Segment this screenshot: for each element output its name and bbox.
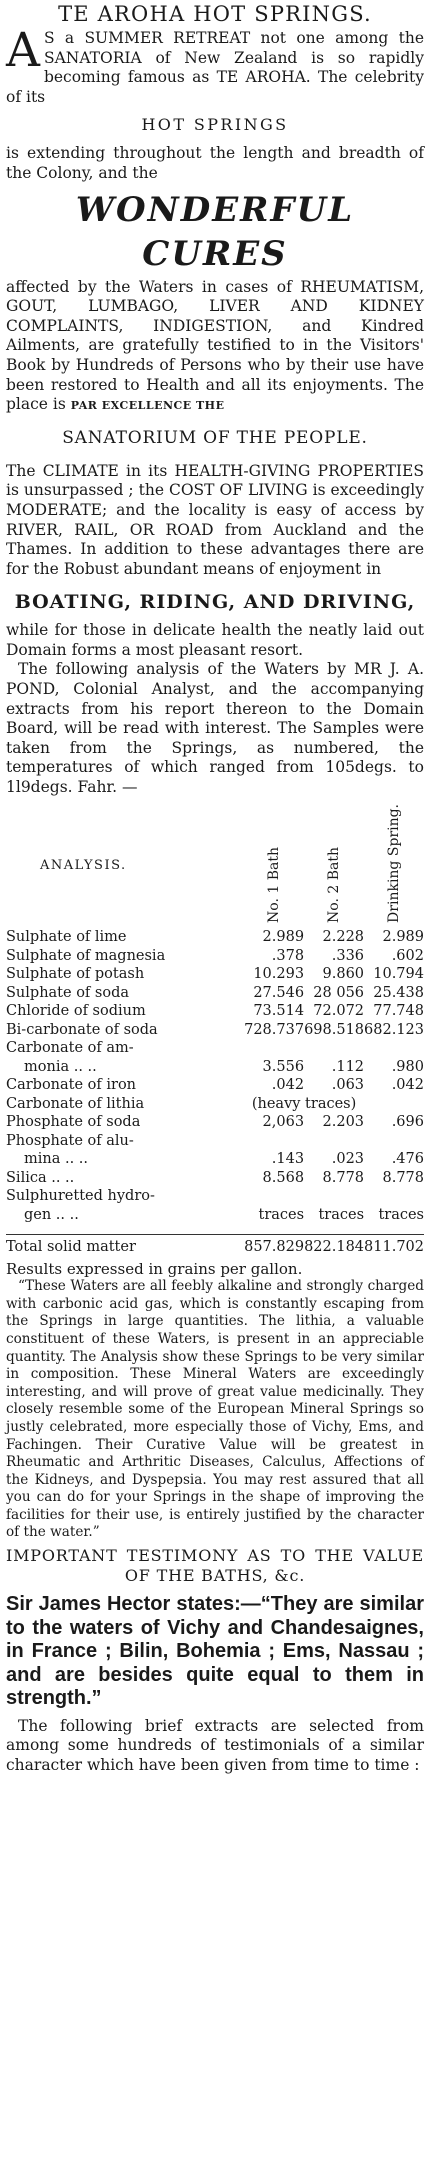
row-label: Sulphate of magnesia: [6, 947, 166, 964]
extracts-paragraph: The following brief extracts are selected from among some hundreds of testimonials of a similar character which have been given from time to time :: [6, 1716, 424, 1774]
cell-value: 698.518: [304, 1021, 365, 1038]
cell-value: .602: [391, 947, 424, 964]
newspaper-advertisement: [6, 0, 424, 1776]
cell-value: 72.072: [313, 1003, 365, 1020]
cell-value: .143: [271, 1151, 305, 1168]
total-row: [6, 1235, 424, 1257]
row-label: Carbonate of lithia: [6, 1095, 145, 1112]
cell-value: 728.737: [244, 1021, 305, 1038]
analysis-label: ANALYSIS.: [40, 858, 127, 874]
cell-value: 682.123: [364, 1021, 424, 1038]
cell-value: 8.778: [382, 1169, 424, 1186]
spacer-row: [6, 1224, 424, 1235]
cell-value: .063: [331, 1077, 365, 1094]
table-row: [6, 984, 424, 1003]
table-row: [6, 1132, 424, 1151]
intro-paragraph: [6, 23, 424, 107]
table-row: [6, 1150, 424, 1169]
cell-value: 2.989: [262, 929, 305, 946]
climate-paragraph: The CLIMATE in its HEALTH-GIVING PROPERTIES is unsurpassed ; the COST OF LIVING is exceedingly MODERATE; and the locality is easy of access by RIVER, RAIL, OR ROAD from Auckland and the Thames. In addition to these advantages there are for the Robust abundant means of enjoyment in: [6, 461, 424, 578]
column-header-no2: No. 2 Bath: [325, 846, 342, 923]
table-row: [6, 1187, 424, 1206]
cell-value: [364, 1132, 424, 1151]
table-row: [6, 1021, 424, 1040]
cell-value: [364, 1095, 424, 1114]
row-label: mina .. ..: [24, 1151, 89, 1168]
cell-value: 28 056: [313, 984, 365, 1001]
wonderful-cures-heading: WONDERFUL CURES: [75, 189, 355, 274]
cell-value: .378: [271, 947, 305, 964]
cell-value: traces: [318, 1206, 365, 1223]
table-row: [6, 947, 424, 966]
cell-value: .336: [331, 947, 365, 964]
table-row: [6, 1039, 424, 1058]
row-label: monia .. ..: [24, 1058, 97, 1075]
cell-value: 73.514: [253, 1003, 305, 1020]
drop-cap: A: [6, 23, 40, 78]
table-row: [6, 1169, 424, 1188]
cell-value: .112: [331, 1058, 365, 1075]
cell-value: .023: [331, 1151, 365, 1168]
cell-value: traces: [258, 1206, 305, 1223]
table-row: [6, 1002, 424, 1021]
row-label: Phosphate of soda: [6, 1114, 141, 1131]
row-label: Sulphate of soda: [6, 984, 129, 1001]
cell-value: 8.568: [262, 1169, 305, 1186]
intro-text: S a SUMMER RETREAT not one among the SANATORIA of New Zealand is so rapidly becoming famous as TE AROHA. The celebrity of its: [6, 29, 424, 106]
table-row: [6, 1076, 424, 1095]
total-label: Total solid matter: [6, 1235, 244, 1257]
cell-value: 3.556: [262, 1058, 305, 1075]
cell-value: 25.438: [373, 984, 424, 1001]
table-row: [6, 928, 424, 947]
cell-value: .980: [391, 1058, 424, 1075]
report-quote: “These Waters are all feebly alkaline and strongly charged with carbonic acid gas, which is constantly escaping from the Springs in large quantities. The lithia, a valuable constituent of these Waters, is present in an appreciable quantity. The Analysis show these Springs to be very similar in composition. These Mineral Waters are exceedingly interesting, and will prove of great value medicinally. They closely resemble some of the European Mineral Springs so justly celebrated, more especially those of Vichy, Ems, and Fachingen. Their Curative Value will be greatest in Rheumatic and Arthritic Diseases, Calculus, Affections of the Kidneys, and Dyspepsia. You may rest assured that all you can do for your Springs in the shape of improving the facilities for their use, is entirely justified by the character of the water.”: [6, 1278, 424, 1541]
total-value: 811.702: [364, 1235, 424, 1257]
boating-heading: BOATING, RIDING, AND DRIVING,: [14, 591, 416, 614]
cell-value: 8.778: [322, 1169, 365, 1186]
cell-value: [304, 1187, 364, 1206]
cell-value: 10.293: [253, 966, 305, 983]
cell-value: 27.546: [253, 984, 305, 1001]
grains-note: Results expressed in grains per gallon.: [6, 1259, 303, 1278]
sanatorium-heading: SANATORIUM OF THE PEOPLE.: [62, 427, 368, 448]
table-row: [6, 1113, 424, 1132]
cell-value: [244, 1132, 304, 1151]
row-label: Silica .. ..: [6, 1169, 75, 1186]
row-label: Sulphuretted hydro-: [6, 1188, 155, 1205]
row-span-note: (heavy traces): [251, 1095, 357, 1112]
table-row: [6, 1206, 424, 1225]
cell-value: 2.228: [322, 929, 365, 946]
par-excellence-text: PAR EXCELLENCE THE: [70, 399, 225, 413]
cell-value: [244, 1039, 304, 1058]
row-label: gen .. ..: [24, 1206, 79, 1223]
cell-value: 77.748: [373, 1003, 424, 1020]
table-row: [6, 965, 424, 984]
cell-value: [304, 1039, 364, 1058]
hot-springs-heading: HOT SPRINGS: [141, 115, 289, 135]
domain-paragraph: while for those in delicate health the neatly laid out Domain forms a most pleasant resort.: [6, 621, 424, 659]
cell-value: 2.203: [322, 1114, 365, 1131]
analysis-header-cell: [6, 804, 244, 928]
cell-value: [364, 1039, 424, 1058]
row-label: Chloride of sodium: [6, 1003, 146, 1020]
row-label: Carbonate of iron: [6, 1077, 137, 1094]
cell-value: 9.860: [322, 966, 365, 983]
cell-value: .042: [271, 1077, 305, 1094]
table-row: [6, 1058, 424, 1077]
analysis-table: [6, 804, 424, 1257]
row-label: Carbonate of am-: [6, 1040, 134, 1057]
analysis-intro: The following analysis of the Waters by MR J. A. POND, Colonial Analyst, and the accompanying extracts from his report thereon to the Domain Board, will be read with interest. The Samples were taken from the Springs, as numbered, the temperatures of which ranged from 105degs. to 1l9degs. Fahr. —: [6, 660, 424, 797]
page-title: TE AROHA HOT SPRINGS.: [58, 2, 372, 26]
cell-value: .476: [391, 1151, 424, 1168]
cell-value: [364, 1187, 424, 1206]
testimony-heading: IMPORTANT TESTIMONY AS TO THE VALUE OF THE BATHS, &c.: [6, 1546, 424, 1585]
cell-value: 2.989: [382, 929, 424, 946]
column-header-drinking: Drinking Spring.: [385, 803, 402, 923]
hector-quote: Sir James Hector states:—“They are similar to the waters of Vichy and Chandesaignes, in France ; Bilin, Bohemia ; Ems, Nassau ; and are besides quite equal to them in strength.”: [6, 1593, 424, 1710]
row-label: Bi-carbonate of soda: [6, 1021, 158, 1038]
cell-value: .696: [391, 1114, 424, 1131]
cell-value: 10.794: [373, 966, 424, 983]
cell-value: 2,063: [262, 1114, 305, 1131]
total-value: 857.829: [244, 1235, 304, 1257]
table-row: [6, 1095, 424, 1114]
cures-text: affected by the Waters in cases of RHEUMATISM, GOUT, LUMBAGO, LIVER AND KIDNEY COMPLAINTS, INDIGESTION, and Kindred Ailments, are gratefully testified to in the Visitors' Book by Hundreds of Persons who by their use have been restored to Health and all its enjoyments. The place is: [6, 277, 424, 414]
extending-text: is extending throughout the length and breadth of the Colony, and the: [6, 144, 424, 182]
total-value: 822.184: [304, 1235, 364, 1257]
row-label: Phosphate of alu-: [6, 1132, 134, 1149]
column-header-no1: No. 1 Bath: [265, 846, 282, 923]
row-label: Sulphate of lime: [6, 929, 127, 946]
cell-value: [244, 1187, 304, 1206]
cell-value: .042: [391, 1077, 424, 1094]
cell-value: [304, 1132, 364, 1151]
cell-value: traces: [378, 1206, 424, 1223]
cures-paragraph: [6, 278, 424, 416]
row-label: Sulphate of potash: [6, 966, 145, 983]
table-header-row: [6, 804, 424, 928]
